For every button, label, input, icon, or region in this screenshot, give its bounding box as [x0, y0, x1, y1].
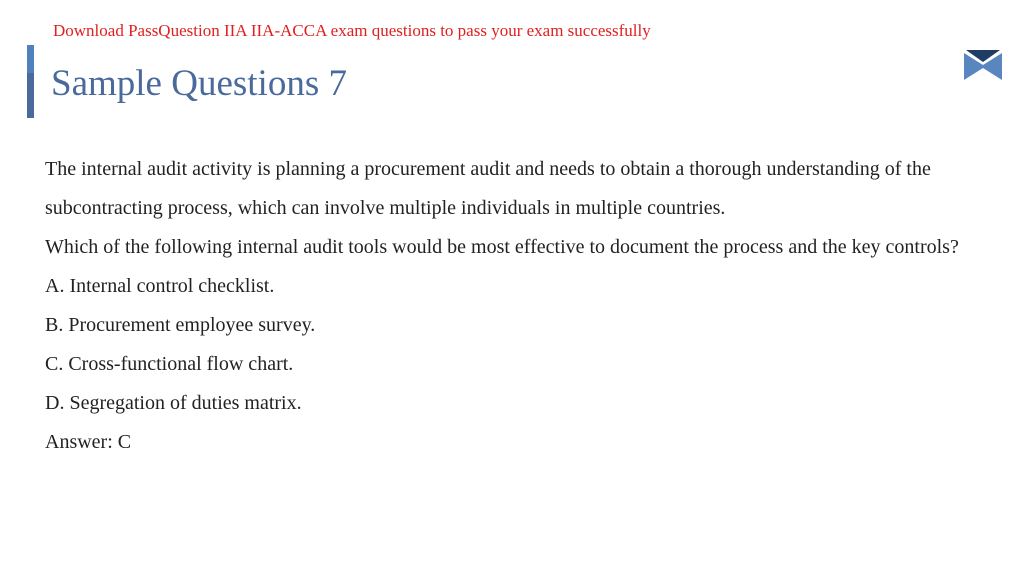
answer-line: Answer: C	[45, 431, 132, 453]
accent-bar-top	[27, 45, 34, 73]
option-b: B. Procurement employee survey.	[45, 314, 316, 336]
option-a: A. Internal control checklist.	[45, 275, 275, 297]
download-banner: Download PassQuestion IIA IIA-ACCA exam questions to pass your exam successfully	[53, 21, 651, 40]
question-body	[45, 150, 995, 462]
option-d: D. Segregation of duties matrix.	[45, 392, 302, 414]
question-stem-2: Which of the following internal audit tools would be most effective to document the process and the key controls?	[45, 236, 959, 258]
question-stem-1: The internal audit activity is planning a procurement audit and needs to obtain a thorough understanding of the subcontracting process, which can involve multiple individuals in multiple countries.	[45, 158, 931, 219]
accent-bar-bottom	[27, 73, 34, 118]
slide-title: Sample Questions 7	[51, 63, 347, 104]
title-accent-bar	[27, 45, 34, 118]
option-c: C. Cross-functional flow chart.	[45, 353, 294, 375]
chevron-bookmark-icon	[963, 49, 1003, 81]
